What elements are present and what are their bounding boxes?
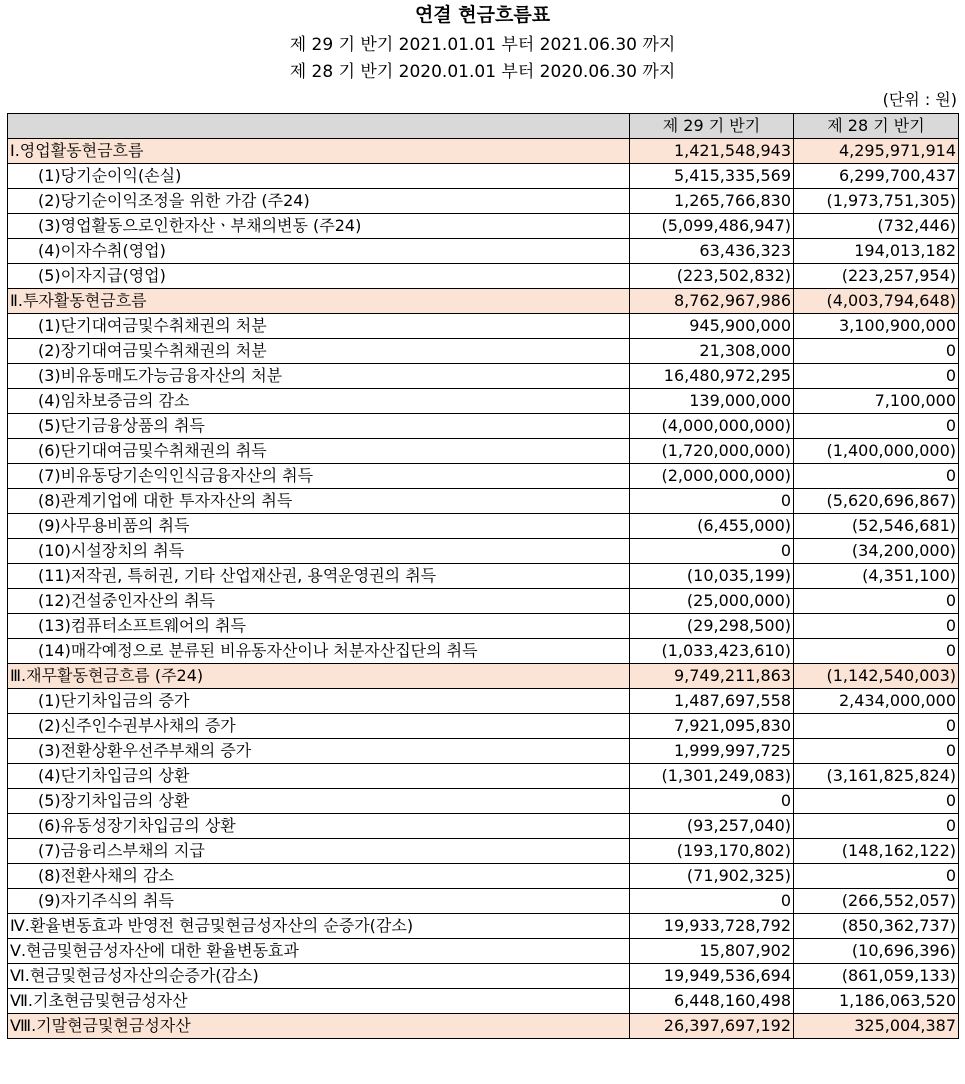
table-row — [8, 989, 959, 1014]
current-period-value: 15,807,902 — [630, 939, 794, 964]
current-period-value: 21,308,000 — [630, 339, 794, 364]
header-current-period: 제 29 기 반기 — [630, 114, 794, 139]
table-row — [8, 389, 959, 414]
table-row — [8, 564, 959, 589]
row-label: (8)관계기업에 대한 투자자산의 취득 — [8, 489, 630, 514]
previous-period-value: 0 — [794, 414, 959, 439]
row-label: (9)사무용비품의 취득 — [8, 514, 630, 539]
period-previous: 제 28 기 반기 2020.01.01 부터 2020.06.30 까지 — [289, 62, 676, 82]
row-label: (11)저작권, 특허권, 기타 산업재산권, 용역운영권의 취득 — [8, 564, 630, 589]
current-period-value: 0 — [630, 889, 794, 914]
table-row — [8, 439, 959, 464]
table-row — [8, 489, 959, 514]
row-label: (2)장기대여금및수취채권의 처분 — [8, 339, 630, 364]
previous-period-value: (52,546,681) — [794, 514, 959, 539]
previous-period-value: 0 — [794, 614, 959, 639]
row-label: Ⅱ.투자활동현금흐름 — [8, 289, 630, 314]
row-label: (1)단기차입금의 증가 — [8, 689, 630, 714]
previous-period-value: 7,100,000 — [794, 389, 959, 414]
current-period-value: 6,448,160,498 — [630, 989, 794, 1014]
row-label: (4)이자수취(영업) — [8, 239, 630, 264]
previous-period-value: 4,295,971,914 — [794, 139, 959, 164]
previous-period-value: (732,446) — [794, 214, 959, 239]
row-label: (1)단기대여금및수취채권의 처분 — [8, 314, 630, 339]
row-label: (1)당기순이익(손실) — [8, 164, 630, 189]
table-row — [8, 839, 959, 864]
table-row — [8, 314, 959, 339]
previous-period-value: (4,003,794,648) — [794, 289, 959, 314]
table-row — [8, 464, 959, 489]
row-label: Ⅳ.환율변동효과 반영전 현금및현금성자산의 순증가(감소) — [8, 914, 630, 939]
previous-period-value: (850,362,737) — [794, 914, 959, 939]
previous-period-value: 0 — [794, 589, 959, 614]
table-row — [8, 539, 959, 564]
row-label: (5)장기차입금의 상환 — [8, 789, 630, 814]
row-label: (3)전환상환우선주부채의 증가 — [8, 739, 630, 764]
current-period-value: (2,000,000,000) — [630, 464, 794, 489]
row-label: (3)영업활동으로인한자산ㆍ부채의변동 (주24) — [8, 214, 630, 239]
row-label: (2)신주인수권부사채의 증가 — [8, 714, 630, 739]
previous-period-value: (4,351,100) — [794, 564, 959, 589]
table-body — [8, 139, 959, 1039]
current-period-value: 1,487,697,558 — [630, 689, 794, 714]
table-row — [8, 214, 959, 239]
table-row — [8, 939, 959, 964]
table-row — [8, 414, 959, 439]
current-period-value: (193,170,802) — [630, 839, 794, 864]
table-row — [8, 239, 959, 264]
table-row — [8, 614, 959, 639]
table-row — [8, 589, 959, 614]
current-period-value: (1,301,249,083) — [630, 764, 794, 789]
table-row — [8, 964, 959, 989]
table-row — [8, 889, 959, 914]
current-period-value: 19,933,728,792 — [630, 914, 794, 939]
row-label: Ⅴ.현금및현금성자산에 대한 환율변동효과 — [8, 939, 630, 964]
current-period-value: 8,762,967,986 — [630, 289, 794, 314]
table-row — [8, 514, 959, 539]
previous-period-value: 2,434,000,000 — [794, 689, 959, 714]
current-period-value: (6,455,000) — [630, 514, 794, 539]
row-label: (13)컴퓨터소프트웨어의 취득 — [8, 614, 630, 639]
table-row — [8, 339, 959, 364]
current-period-value: 26,397,697,192 — [630, 1014, 794, 1039]
current-period-value: 0 — [630, 789, 794, 814]
previous-period-value: (3,161,825,824) — [794, 764, 959, 789]
table-row — [8, 864, 959, 889]
previous-period-value: (1,973,751,305) — [794, 189, 959, 214]
current-period-value: (4,000,000,000) — [630, 414, 794, 439]
section-row — [8, 139, 959, 164]
row-label: (2)당기순이익조정을 위한 가감 (주24) — [8, 189, 630, 214]
current-period-value: 19,949,536,694 — [630, 964, 794, 989]
section-row — [8, 1014, 959, 1039]
previous-period-value: (266,552,057) — [794, 889, 959, 914]
table-row — [8, 764, 959, 789]
current-period-value: 0 — [630, 489, 794, 514]
row-label: (14)매각예정으로 분류된 비유동자산이나 처분자산집단의 취득 — [8, 639, 630, 664]
header-previous-period: 제 28 기 반기 — [794, 114, 959, 139]
previous-period-value: (10,696,396) — [794, 939, 959, 964]
current-period-value: 945,900,000 — [630, 314, 794, 339]
period-current: 제 29 기 반기 2021.01.01 부터 2021.06.30 까지 — [289, 35, 676, 55]
table-row — [8, 689, 959, 714]
table-header-row — [8, 114, 959, 139]
previous-period-value: 0 — [794, 739, 959, 764]
row-label: (5)이자지급(영업) — [8, 264, 630, 289]
previous-period-value: 1,186,063,520 — [794, 989, 959, 1014]
row-label: (3)비유동매도가능금융자산의 처분 — [8, 364, 630, 389]
previous-period-value: 6,299,700,437 — [794, 164, 959, 189]
previous-period-value: 0 — [794, 639, 959, 664]
row-label: Ⅵ.현금및현금성자산의순증가(감소) — [8, 964, 630, 989]
previous-period-value: 0 — [794, 864, 959, 889]
previous-period-value: (1,400,000,000) — [794, 439, 959, 464]
row-label: (8)전환사채의 감소 — [8, 864, 630, 889]
header-label-column — [8, 114, 630, 139]
current-period-value: 63,436,323 — [630, 239, 794, 264]
row-label: Ⅶ.기초현금및현금성자산 — [8, 989, 630, 1014]
previous-period-value: (861,059,133) — [794, 964, 959, 989]
previous-period-value: 0 — [794, 464, 959, 489]
current-period-value: 1,999,997,725 — [630, 739, 794, 764]
current-period-value: 0 — [630, 539, 794, 564]
previous-period-value: 0 — [794, 364, 959, 389]
table-row — [8, 189, 959, 214]
table-row — [8, 264, 959, 289]
section-row — [8, 289, 959, 314]
previous-period-value: 0 — [794, 789, 959, 814]
previous-period-value: (1,142,540,003) — [794, 664, 959, 689]
previous-period-value: (34,200,000) — [794, 539, 959, 564]
section-row — [8, 664, 959, 689]
previous-period-value: 194,013,182 — [794, 239, 959, 264]
row-label: Ⅷ.기말현금및현금성자산 — [8, 1014, 630, 1039]
previous-period-value: 0 — [794, 814, 959, 839]
statement-title: 연결 현금흐름표 — [414, 4, 551, 26]
row-label: (5)단기금융상품의 취득 — [8, 414, 630, 439]
cash-flow-table — [7, 113, 959, 1039]
table-row — [8, 814, 959, 839]
table-row — [8, 739, 959, 764]
row-label: Ⅲ.재무활동현금흐름 (주24) — [8, 664, 630, 689]
row-label: (7)금융리스부채의 지급 — [8, 839, 630, 864]
current-period-value: (223,502,832) — [630, 264, 794, 289]
current-period-value: (25,000,000) — [630, 589, 794, 614]
previous-period-value: 0 — [794, 714, 959, 739]
current-period-value: 139,000,000 — [630, 389, 794, 414]
current-period-value: (5,099,486,947) — [630, 214, 794, 239]
row-label: (12)건설중인자산의 취득 — [8, 589, 630, 614]
previous-period-value: 325,004,387 — [794, 1014, 959, 1039]
current-period-value: (10,035,199) — [630, 564, 794, 589]
previous-period-value: (148,162,122) — [794, 839, 959, 864]
current-period-value: 5,415,335,569 — [630, 164, 794, 189]
current-period-value: (29,298,500) — [630, 614, 794, 639]
row-label: (4)임차보증금의 감소 — [8, 389, 630, 414]
previous-period-value: (223,257,954) — [794, 264, 959, 289]
row-label: (7)비유동당기손익인식금융자산의 취득 — [8, 464, 630, 489]
row-label: (4)단기차입금의 상환 — [8, 764, 630, 789]
table-row — [8, 364, 959, 389]
current-period-value: (1,033,423,610) — [630, 639, 794, 664]
current-period-value: (1,720,000,000) — [630, 439, 794, 464]
current-period-value: 9,749,211,863 — [630, 664, 794, 689]
table-row — [8, 789, 959, 814]
previous-period-value: (5,620,696,867) — [794, 489, 959, 514]
previous-period-value: 3,100,900,000 — [794, 314, 959, 339]
row-label: (6)유동성장기차입금의 상환 — [8, 814, 630, 839]
current-period-value: 16,480,972,295 — [630, 364, 794, 389]
table-row — [8, 914, 959, 939]
current-period-value: 7,921,095,830 — [630, 714, 794, 739]
row-label: (6)단기대여금및수취채권의 취득 — [8, 439, 630, 464]
previous-period-value: 0 — [794, 339, 959, 364]
unit-label: (단위 : 원) — [882, 90, 957, 109]
table-row — [8, 164, 959, 189]
current-period-value: 1,265,766,830 — [630, 189, 794, 214]
row-label: (10)시설장치의 취득 — [8, 539, 630, 564]
current-period-value: (93,257,040) — [630, 814, 794, 839]
current-period-value: 1,421,548,943 — [630, 139, 794, 164]
table-row — [8, 714, 959, 739]
table-row — [8, 639, 959, 664]
current-period-value: (71,902,325) — [630, 864, 794, 889]
row-label: (9)자기주식의 취득 — [8, 889, 630, 914]
row-label: Ⅰ.영업활동현금흐름 — [8, 139, 630, 164]
